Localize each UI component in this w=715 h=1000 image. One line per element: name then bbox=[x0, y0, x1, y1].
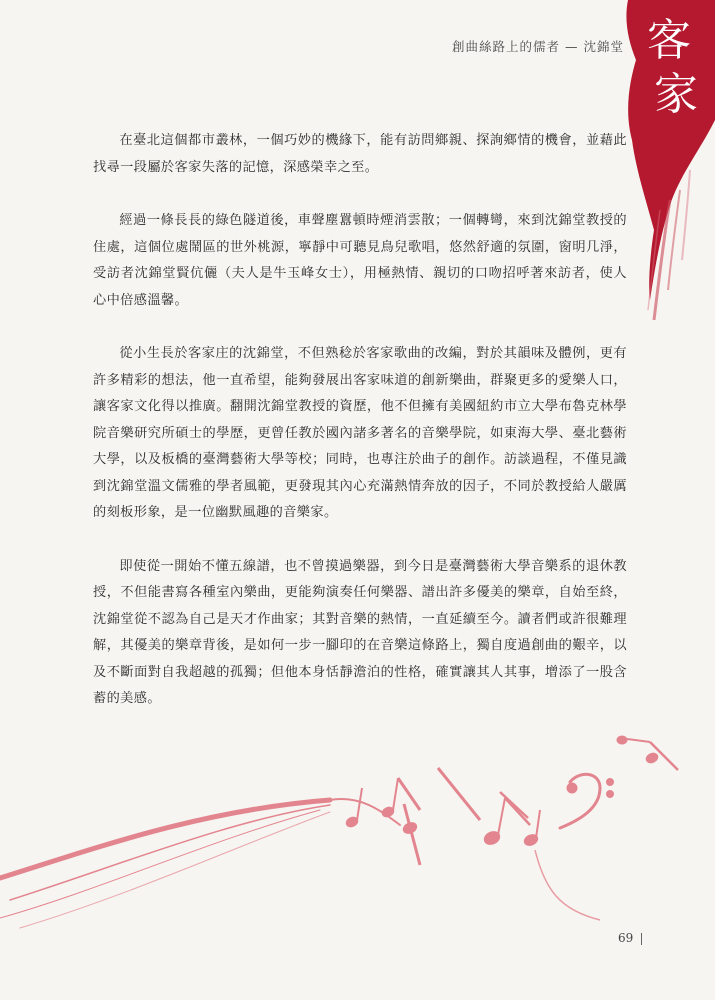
paragraph-3: 從小生長於客家庄的沈錦堂，不但熟稔於客家歌曲的改編，對於其韻味及體例，更有許多精彩的想法，他一直希望，能夠發展出客家味道的創新樂曲，群聚更多的愛樂人口，讓客家文化得以推廣。翻開沈錦堂教授的資歷，他不但擁有美國紐約市立大學布魯克林學院音樂研究所碩士的學歷，更曾任教於國內諸多著名的音樂學院，如東海大學、臺北藝術大學，以及板橋的臺灣藝術大學等校；同時，也專注於曲子的創作。訪談過程，不僅見識到沈錦堂溫文儒雅的學者風範，更發現其內心充滿熱情奔放的因子，不同於教授給人嚴厲的刻板形象，是一位幽默風趣的音樂家。 bbox=[93, 346, 627, 520]
bass-clef-icon bbox=[560, 774, 613, 828]
hakka-badge bbox=[629, 14, 709, 122]
running-header-title: 創曲絲路上的儒者 — 沈錦堂 bbox=[452, 39, 624, 54]
page-number-divider bbox=[641, 933, 642, 945]
page-number: 69 bbox=[618, 931, 634, 945]
article-body bbox=[93, 128, 627, 740]
hakka-badge-char-2: 家 bbox=[654, 69, 698, 120]
music-notes-decoration bbox=[0, 700, 715, 930]
paragraph-1: 在臺北這個都市叢林，一個巧妙的機緣下，能有訪問鄉親、探詢鄉情的機會，並藉此找尋一段屬於客家失落的記憶，深感榮幸之至。 bbox=[93, 133, 627, 175]
paragraph-2: 經過一條長長的綠色隧道後，車聲塵囂頓時煙消雲散；一個轉彎，來到沈錦堂教授的住處，這個位處鬧區的世外桃源，寧靜中可聽見鳥兒歌唱，悠然舒適的氛圍，窗明几淨，受訪者沈錦堂賢伉儷（夫人是牛玉峰女士），用極熱情、親切的口吻招呼著來訪者，使人心中倍感溫馨。 bbox=[93, 213, 627, 308]
hakka-badge-char-1: 客 bbox=[647, 15, 691, 66]
paragraph-4: 即使從一開始不懂五線譜，也不曾摸過樂器，到今日是臺灣藝術大學音樂系的退休教授，不但能書寫各種室內樂曲，更能夠演奏任何樂器、譜出許多優美的樂章，自始至終，沈錦堂從不認為自己是天才作曲家；其對音樂的熱情，一直延續至今。讀者們或許很難理解，其優美的樂章背後，是如何一步一腳印的在音樂這條路上，獨自度過創曲的艱辛，以及不斷面對自我超越的孤獨；但他本身恬靜澹泊的性格，確實讓其人其事，增添了一股含蓄的美感。 bbox=[93, 558, 627, 706]
